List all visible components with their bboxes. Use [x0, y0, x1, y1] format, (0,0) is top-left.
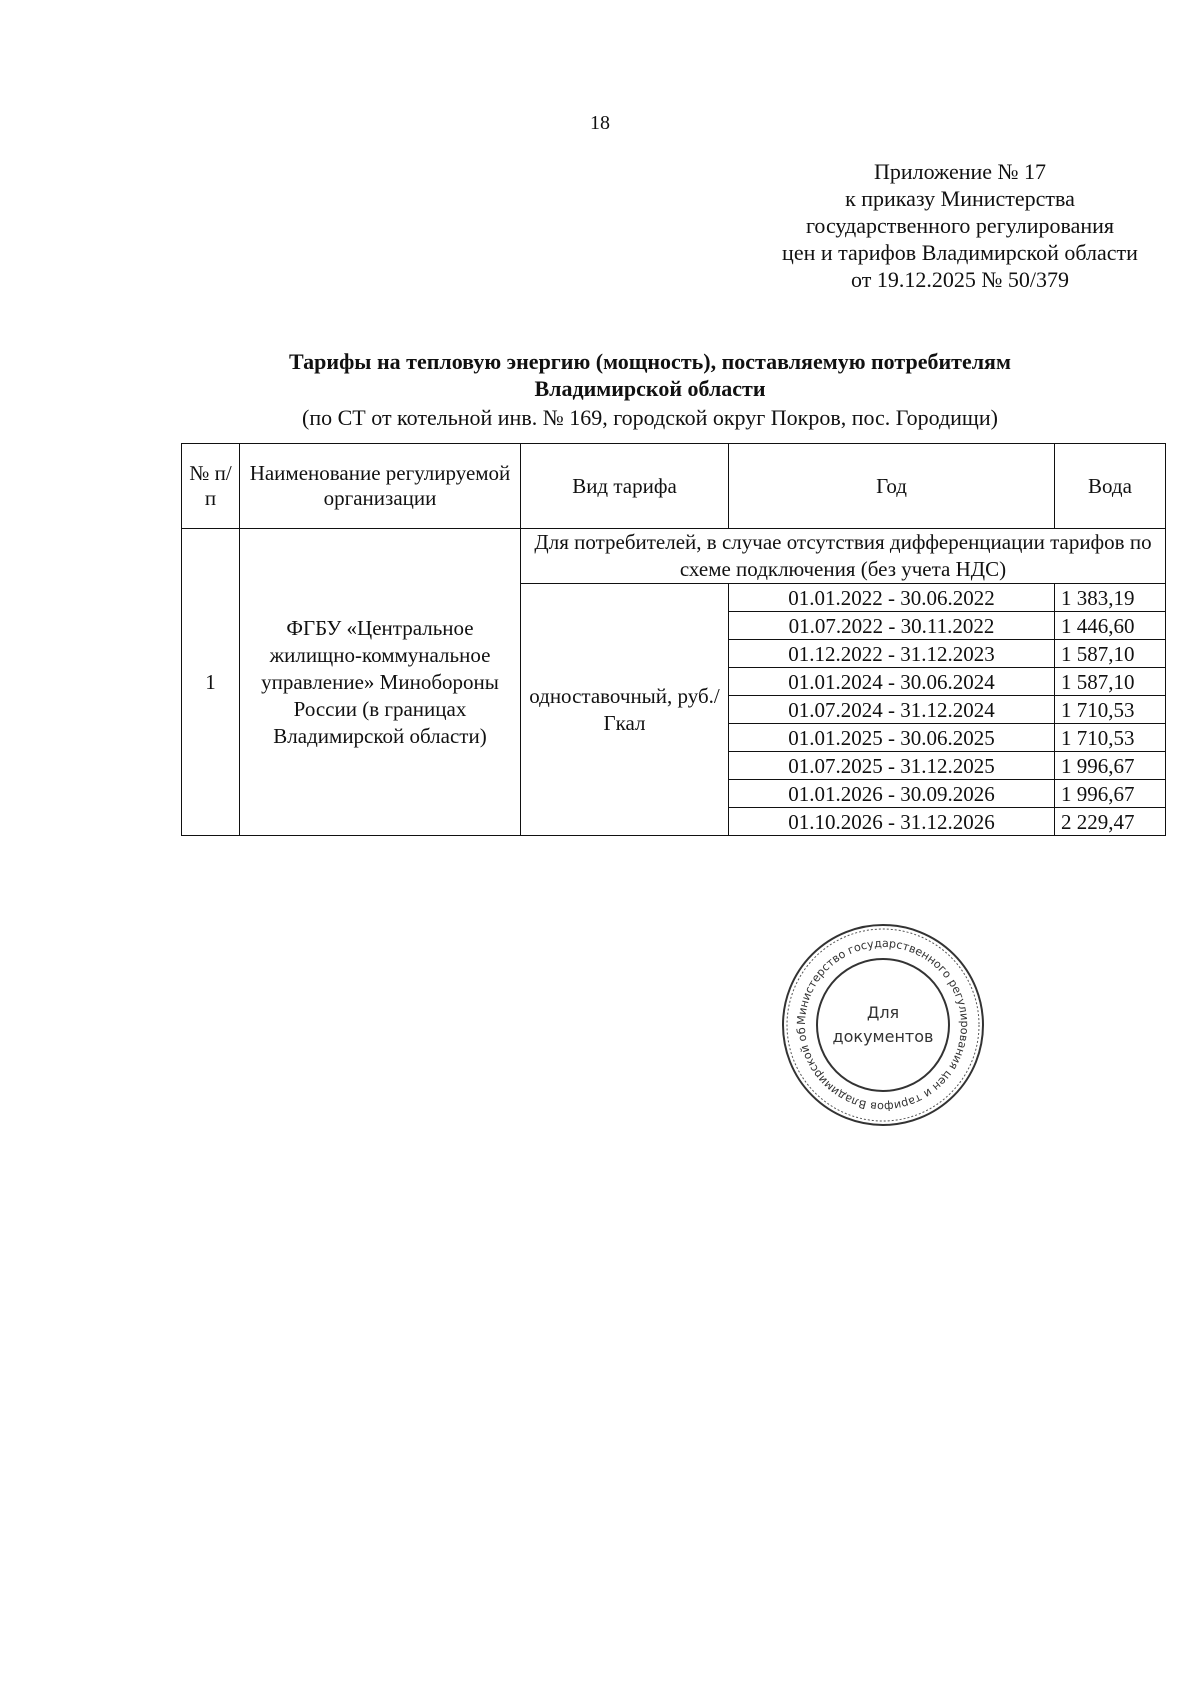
- tariff-value-cell: 1 996,67: [1055, 780, 1166, 808]
- appendix-block: [700, 158, 1200, 293]
- table-header-row: [182, 444, 1166, 529]
- period-cell: 01.01.2024 - 30.06.2024: [729, 668, 1055, 696]
- appendix-line: от 19.12.2025 № 50/379: [851, 267, 1069, 292]
- tariff-value-cell: 1 383,19: [1055, 584, 1166, 612]
- appendix-line: государственного регулирования: [805, 213, 1115, 238]
- stamp-ring-text: Министерство государственного регулирования цен и тарифов Владимирской об: [794, 936, 972, 1114]
- period-cell: 01.01.2026 - 30.09.2026: [729, 780, 1055, 808]
- period-cell: 01.10.2026 - 31.12.2026: [729, 808, 1055, 836]
- tariff-table: [181, 443, 1166, 836]
- header-num: № п/п: [182, 444, 240, 529]
- tariff-value-cell: 1 710,53: [1055, 724, 1166, 752]
- appendix-line: цен и тарифов Владимирской области: [782, 240, 1138, 265]
- tariff-value-cell: 1 587,10: [1055, 668, 1166, 696]
- row-number: 1: [182, 529, 240, 836]
- title-line-1: Тарифы на тепловую энергию (мощность), поставляемую потребителям: [289, 349, 1011, 374]
- header-tariff-type: Вид тарифа: [521, 444, 729, 529]
- tariff-value-cell: 1 446,60: [1055, 612, 1166, 640]
- organization-name: ФГБУ «Центральное жилищно-коммунальное управление» Минобороны России (в границах Владимирской области): [240, 529, 521, 836]
- tariff-value-cell: 1 710,53: [1055, 696, 1166, 724]
- page-number: 18: [590, 112, 610, 134]
- consumer-condition: Для потребителей, в случае отсутствия дифференциации тарифов по схеме подключения (без учета НДС): [521, 529, 1166, 584]
- period-cell: 01.07.2022 - 30.11.2022: [729, 612, 1055, 640]
- tariff-value-cell: 2 229,47: [1055, 808, 1166, 836]
- header-organization: Наименование регулируемой организации: [240, 444, 521, 529]
- period-cell: 01.01.2025 - 30.06.2025: [729, 724, 1055, 752]
- stamp-seal-icon: [778, 920, 988, 1130]
- official-stamp: [778, 920, 988, 1130]
- title-line-2: Владимирской области: [534, 376, 766, 401]
- tariff-value-cell: 1 996,67: [1055, 752, 1166, 780]
- stamp-center-line-2: документов: [832, 1027, 934, 1046]
- period-cell: 01.07.2025 - 31.12.2025: [729, 752, 1055, 780]
- period-cell: 01.01.2022 - 30.06.2022: [729, 584, 1055, 612]
- appendix-line: к приказу Министерства: [845, 186, 1075, 211]
- header-year: Год: [729, 444, 1055, 529]
- document-title: [120, 348, 1180, 402]
- appendix-line: Приложение № 17: [873, 159, 1047, 184]
- stamp-center-line-1: Для: [866, 1003, 900, 1022]
- table-row: [182, 529, 1166, 584]
- period-cell: 01.07.2024 - 31.12.2024: [729, 696, 1055, 724]
- document-subtitle: (по СТ от котельной инв. № 169, городской округ Покров, пос. Городищи): [302, 405, 998, 430]
- header-water: Вода: [1055, 444, 1166, 529]
- tariff-type: одноставочный, руб./Гкал: [521, 584, 729, 836]
- tariff-value-cell: 1 587,10: [1055, 640, 1166, 668]
- period-cell: 01.12.2022 - 31.12.2023: [729, 640, 1055, 668]
